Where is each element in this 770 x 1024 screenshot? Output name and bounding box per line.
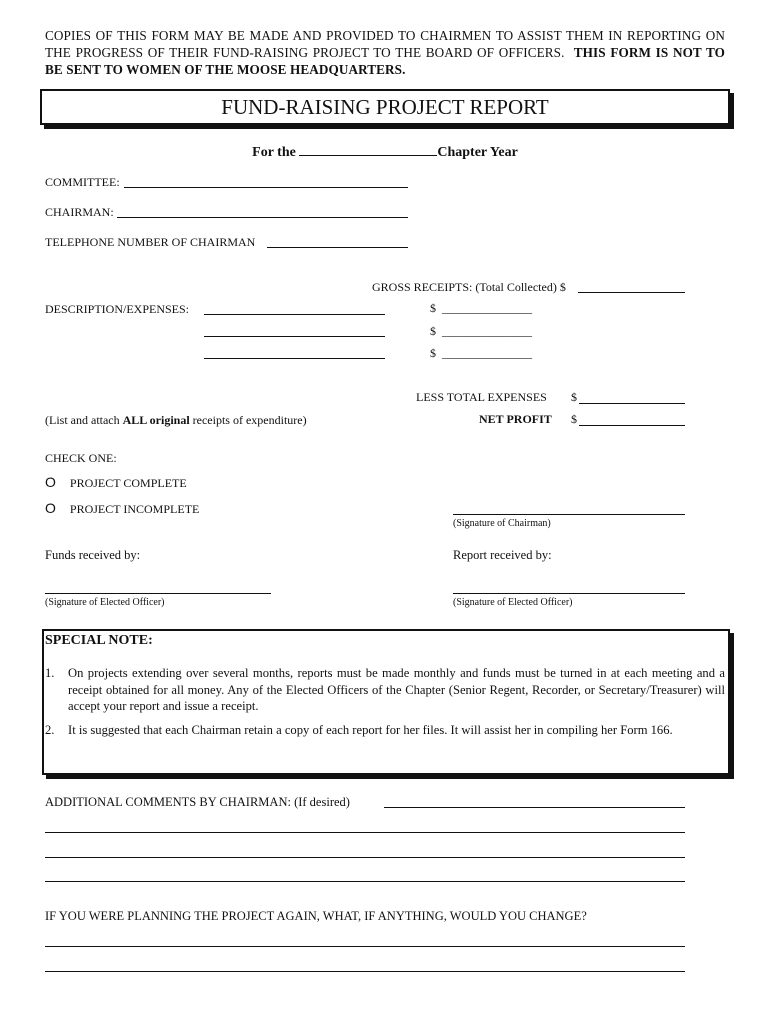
intro-text: COPIES OF THIS FORM MAY BE MADE AND PROVIDED TO CHAIRMEN TO ASSIST THEM IN REPORTING ON THE PROGRESS OF THEIR FUND-RAISING PROJECT TO THE BOARD OF OFFICERS. [45,28,725,60]
receipts-note-pre: (List and attach [45,413,123,427]
note-text: On projects extending over several months, reports must be made monthly and funds must be turned in at each meeting and a receipt obtained for all money. Any of the Elected Officers of the Chapter (Senior Regent, Recorder, or Secretary/Treasurer) will accept your report and issue a receipt. [68,666,725,713]
dollar-sign: $ [571,412,577,426]
project-incomplete-option[interactable] [45,500,199,518]
special-note-item [45,665,725,715]
report-officer-signature-caption: (Signature of Elected Officer) [453,597,573,608]
receipts-note-post: receipts of expenditure) [189,413,307,427]
funds-received-label: Funds received by: [45,548,141,562]
special-note-title: SPECIAL NOTE: [45,633,153,648]
check-one-label: CHECK ONE: [45,451,117,465]
chapter-year-field[interactable] [299,142,437,156]
receipts-note-bold: ALL original [122,413,190,427]
less-total-expenses-field[interactable] [579,403,685,404]
project-complete-label: PROJECT COMPLETE [69,476,187,490]
committee-label: COMMITTEE: [45,175,120,189]
planning-again-line-2[interactable] [45,971,685,972]
planning-again-label: IF YOU WERE PLANNING THE PROJECT AGAIN, WHAT, IF ANYTHING, WOULD YOU CHANGE? [45,909,587,923]
radio-circle-icon[interactable]: O [45,474,56,490]
net-profit-field[interactable] [579,425,685,426]
expense-amount-3[interactable] [430,346,532,360]
dollar-sign: $ [571,390,577,404]
additional-comments-label: ADDITIONAL COMMENTS BY CHAIRMAN: (If desired) [45,795,350,809]
radio-circle-icon[interactable]: O [45,500,56,516]
gross-receipts-field[interactable] [578,292,685,293]
project-incomplete-label: PROJECT INCOMPLETE [69,502,200,516]
note-text: It is suggested that each Chairman retain a copy of each report for her files. It will assist her in compiling her Form 166. [68,723,673,737]
less-total-expenses-label: LESS TOTAL EXPENSES [416,390,547,404]
intro-bold-text: THIS FORM IS NOT TO BE SENT TO WOMEN OF THE MOOSE HEADQUARTERS. [45,45,725,77]
expense-blank-2: _______________ [442,324,532,338]
note-number: 1. [45,666,55,680]
report-received-label: Report received by: [453,548,552,562]
receipts-note [45,413,307,427]
additional-comments-line-4[interactable] [45,881,685,882]
chapter-suffix: Chapter Year [437,145,518,160]
expense-description-field-3[interactable] [204,358,385,359]
funds-officer-signature-caption: (Signature of Elected Officer) [45,597,165,608]
expense-description-field-1[interactable] [204,314,385,315]
intro-paragraph [45,27,725,78]
gross-receipts-label: GROSS RECEIPTS: (Total Collected) $ [372,280,566,294]
funds-officer-signature-field[interactable] [45,593,271,594]
telephone-label: TELEPHONE NUMBER OF CHAIRMAN [45,235,256,249]
special-note-item [45,722,725,739]
chairman-signature-caption: (Signature of Chairman) [453,518,551,529]
additional-comments-line-1[interactable] [384,807,685,808]
net-profit-label: NET PROFIT [479,412,552,426]
dollar-sign: $ [430,301,436,315]
chairman-signature-field[interactable] [453,514,685,515]
chairman-field[interactable] [117,217,408,218]
committee-field[interactable] [124,187,408,188]
additional-comments-line-2[interactable] [45,832,685,833]
planning-again-line-1[interactable] [45,946,685,947]
telephone-field[interactable] [267,247,408,248]
expense-amount-2[interactable] [430,324,532,338]
chairman-label: CHAIRMAN: [45,205,114,219]
report-officer-signature-field[interactable] [453,593,685,594]
expense-amount-1[interactable] [430,301,532,315]
dollar-sign: $ [430,324,436,338]
chapter-prefix: For the [252,145,296,160]
expense-blank-1: _______________ [442,301,532,315]
additional-comments-line-3[interactable] [45,857,685,858]
expense-blank-3: _______________ [442,346,532,360]
note-number: 2. [45,723,55,737]
description-expenses-label: DESCRIPTION/EXPENSES: [45,302,190,316]
dollar-sign: $ [430,346,436,360]
expense-description-field-2[interactable] [204,336,385,337]
form-title: FUND-RAISING PROJECT REPORT [40,89,730,125]
project-complete-option[interactable] [45,474,187,492]
chapter-year-line [0,142,770,161]
